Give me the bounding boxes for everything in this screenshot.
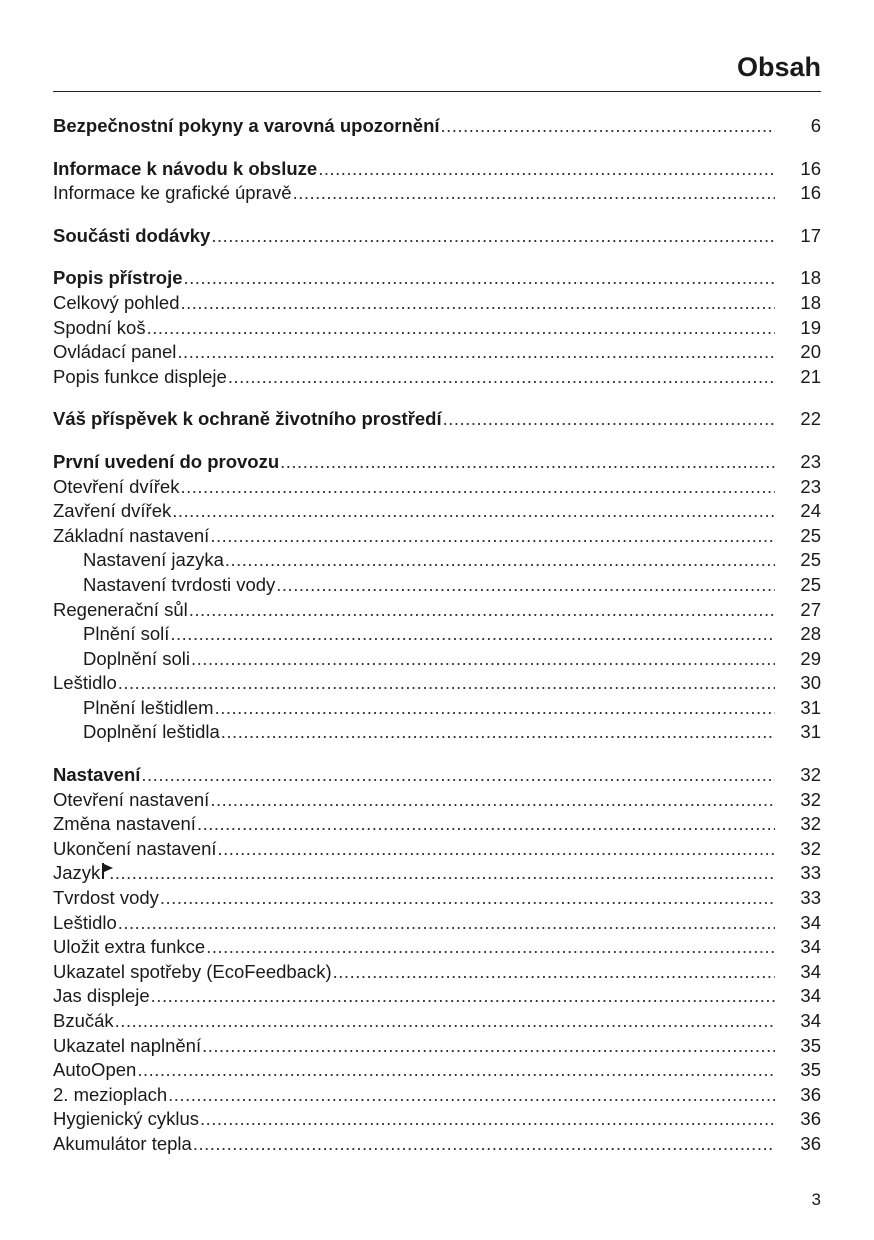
toc-leader-dots [180, 475, 775, 500]
toc-leader-dots [228, 365, 775, 390]
toc-entry-label: Plnění solí [83, 623, 170, 645]
toc-entry-page: 34 [800, 936, 821, 958]
toc-entry-page: 36 [800, 1083, 821, 1105]
toc-entry-page: 36 [800, 1132, 821, 1154]
toc-entry[interactable] [53, 499, 821, 524]
toc-entry[interactable] [53, 812, 821, 837]
toc-entry[interactable] [53, 861, 821, 886]
toc-entry-label: Jazyk [53, 862, 101, 884]
toc-entry[interactable] [53, 224, 821, 249]
toc-entry-label: Bezpečnostní pokyny a varovná upozornění [53, 115, 440, 136]
toc-leader-dots [206, 935, 775, 960]
toc-entry-label: Plnění leštidlem [83, 696, 214, 718]
toc-entry[interactable] [53, 984, 821, 1009]
toc-entry-label: Doplnění leštidla [83, 721, 220, 743]
toc-leader-dots [211, 224, 775, 249]
toc-entry[interactable] [53, 573, 821, 598]
toc-entry-page: 6 [810, 115, 821, 136]
toc-entry[interactable] [53, 837, 821, 862]
toc-entry[interactable] [53, 524, 821, 549]
toc-entry-page: 21 [800, 365, 821, 387]
toc-entry-label: Celkový pohled [53, 291, 180, 313]
page-title: Obsah [736, 52, 821, 82]
toc-entry-page: 32 [800, 813, 821, 835]
toc-entry-label: Ukazatel spotřeby (EcoFeedback) [53, 960, 332, 982]
toc-entry-page: 16 [800, 182, 821, 204]
toc-entry-label: Regenerační sůl [53, 598, 188, 620]
toc-entry-label: Hygienický cyklus [53, 1108, 199, 1130]
toc-entry-page: 17 [800, 224, 821, 246]
toc-leader-dots [221, 720, 775, 745]
toc-entry-label: Otevření dvířek [53, 475, 180, 497]
toc-leader-dots [118, 911, 775, 936]
toc-entry-label: Tvrdost vody [53, 887, 159, 909]
toc-entry-label: Základní nastavení [53, 524, 210, 546]
toc-entry-label: Otevření nastavení [53, 788, 210, 810]
toc-entry-label: Doplnění soli [83, 647, 190, 669]
toc-leader-dots [141, 763, 775, 788]
toc-leader-dots [218, 837, 775, 862]
page-number: 3 [811, 1190, 821, 1209]
toc-entry-label: Akumulátor tepla [53, 1132, 192, 1154]
toc-leader-dots [191, 647, 775, 672]
toc-entry-label: Nastavení jazyka [83, 549, 224, 571]
toc-leader-dots [276, 573, 775, 598]
toc-entry[interactable] [53, 114, 821, 139]
toc-leader-dots [115, 1009, 775, 1034]
toc-leader-dots [280, 450, 775, 475]
toc-leader-dots [333, 960, 775, 985]
toc-entry-page: 33 [800, 862, 821, 884]
toc-leader-dots [118, 671, 775, 696]
toc-leader-dots [202, 1034, 775, 1059]
toc-entry-label: AutoOpen [53, 1059, 137, 1081]
toc-entry-page: 34 [800, 911, 821, 933]
toc-leader-dots [210, 524, 775, 549]
toc-entry-page: 18 [800, 267, 821, 289]
toc-leader-dots [441, 114, 775, 139]
toc-entry[interactable] [53, 548, 821, 573]
toc-leader-dots [168, 1083, 775, 1108]
toc-leader-dots [215, 696, 775, 721]
table-of-contents [53, 114, 821, 1157]
toc-entry-label: Jas displeje [53, 985, 150, 1007]
toc-entry-label: První uvedení do provozu [53, 450, 280, 472]
toc-leader-dots [181, 291, 776, 316]
toc-entry-page: 24 [800, 500, 821, 522]
toc-entry-page: 22 [800, 408, 821, 430]
toc-entry-label: Ukončení nastavení [53, 837, 217, 859]
toc-entry-label: Informace ke grafické úpravě [53, 182, 292, 204]
toc-entry-page: 25 [800, 524, 821, 546]
toc-entry[interactable] [53, 1058, 821, 1083]
toc-entry-label: Informace k návodu k obsluze [53, 157, 318, 179]
flag-icon [102, 863, 108, 879]
toc-entry-page: 19 [800, 316, 821, 338]
toc-entry[interactable] [53, 475, 821, 500]
toc-entry[interactable] [53, 935, 821, 960]
toc-entry-label: Váš příspěvek k ochraně životního prostředí [53, 408, 442, 430]
toc-leader-dots [443, 407, 775, 432]
toc-entry[interactable] [53, 1034, 821, 1059]
toc-leader-dots [151, 984, 775, 1009]
toc-entry[interactable] [53, 696, 821, 721]
toc-entry-page: 28 [800, 623, 821, 645]
toc-leader-dots [177, 340, 775, 365]
toc-entry-label: Spodní koš [53, 316, 146, 338]
toc-entry-page: 34 [800, 1010, 821, 1031]
toc-leader-dots [197, 812, 775, 837]
toc-entry-page: 34 [800, 960, 821, 982]
toc-leader-dots [160, 886, 775, 911]
toc-entry[interactable] [53, 266, 821, 291]
toc-entry-page: 25 [800, 573, 821, 595]
toc-leader-dots [318, 157, 775, 182]
toc-entry-page: 20 [800, 341, 821, 363]
toc-entry[interactable] [53, 1083, 821, 1108]
toc-entry-page: 25 [800, 549, 821, 571]
toc-entry-page: 32 [800, 837, 821, 859]
toc-entry[interactable] [53, 671, 821, 696]
toc-entry[interactable] [53, 157, 821, 182]
toc-entry[interactable] [53, 450, 821, 475]
toc-entry-label: Leštidlo [53, 672, 117, 694]
toc-entry[interactable] [53, 316, 821, 341]
toc-leader-dots [137, 1058, 775, 1083]
toc-entry-label: Změna nastavení [53, 813, 196, 835]
toc-leader-dots [210, 788, 775, 813]
toc-entry[interactable] [53, 886, 821, 911]
toc-entry[interactable] [53, 647, 821, 672]
toc-entry[interactable] [53, 911, 821, 936]
toc-leader-dots [170, 622, 775, 647]
toc-entry-page: 29 [800, 647, 821, 669]
toc-entry[interactable] [53, 181, 821, 206]
toc-entry[interactable] [53, 960, 821, 985]
toc-entry-label: Uložit extra funkce [53, 936, 206, 958]
toc-entry[interactable] [53, 763, 821, 788]
toc-leader-dots [293, 181, 775, 206]
toc-entry-page: 32 [800, 788, 821, 810]
toc-entry[interactable] [53, 340, 821, 365]
toc-entry-page: 32 [800, 764, 821, 786]
toc-entry-label: Popis přístroje [53, 267, 183, 289]
toc-entry-page: 34 [800, 985, 821, 1007]
toc-entry-page: 36 [800, 1108, 821, 1130]
toc-leader-dots [109, 861, 775, 886]
toc-entry-page: 18 [800, 291, 821, 313]
toc-entry-label: Popis funkce displeje [53, 365, 227, 387]
toc-entry-label: Leštidlo [53, 911, 117, 933]
toc-entry[interactable] [53, 598, 821, 623]
toc-entry[interactable] [53, 1132, 821, 1157]
toc-entry[interactable] [53, 291, 821, 316]
toc-entry-page: 23 [800, 475, 821, 497]
toc-leader-dots [147, 316, 775, 341]
toc-entry-page: 30 [800, 672, 821, 694]
toc-entry-page: 31 [800, 721, 821, 743]
toc-leader-dots [200, 1107, 775, 1132]
toc-entry-page: 16 [800, 157, 821, 179]
toc-entry[interactable] [53, 1107, 821, 1132]
toc-entry[interactable] [53, 622, 821, 647]
toc-entry-page: 35 [800, 1059, 821, 1081]
toc-entry[interactable] [53, 407, 821, 432]
title-divider [53, 91, 821, 92]
toc-entry-page: 31 [800, 696, 821, 718]
toc-entry[interactable] [53, 788, 821, 813]
toc-leader-dots [225, 548, 775, 573]
toc-entry-label: Bzučák [53, 1010, 114, 1031]
toc-entry-label: Nastavení [53, 764, 141, 786]
toc-entry[interactable] [53, 1009, 821, 1034]
toc-leader-dots [172, 499, 775, 524]
toc-entry-page: 27 [800, 598, 821, 620]
toc-leader-dots [184, 266, 775, 291]
toc-entry[interactable] [53, 720, 821, 745]
toc-entry-label: Nastavení tvrdosti vody [83, 573, 276, 595]
toc-entry-label: Ukazatel naplnění [53, 1034, 202, 1056]
toc-entry-label: Ovládací panel [53, 341, 177, 363]
toc-entry[interactable] [53, 365, 821, 390]
toc-entry-label: Zavření dvířek [53, 500, 172, 522]
toc-entry-page: 23 [800, 450, 821, 472]
toc-entry-label: Součásti dodávky [53, 224, 211, 246]
toc-entry-label: 2. mezioplach [53, 1083, 168, 1105]
toc-leader-dots [193, 1132, 775, 1157]
toc-entry-page: 33 [800, 887, 821, 909]
toc-leader-dots [189, 598, 775, 623]
toc-entry-page: 35 [800, 1034, 821, 1056]
